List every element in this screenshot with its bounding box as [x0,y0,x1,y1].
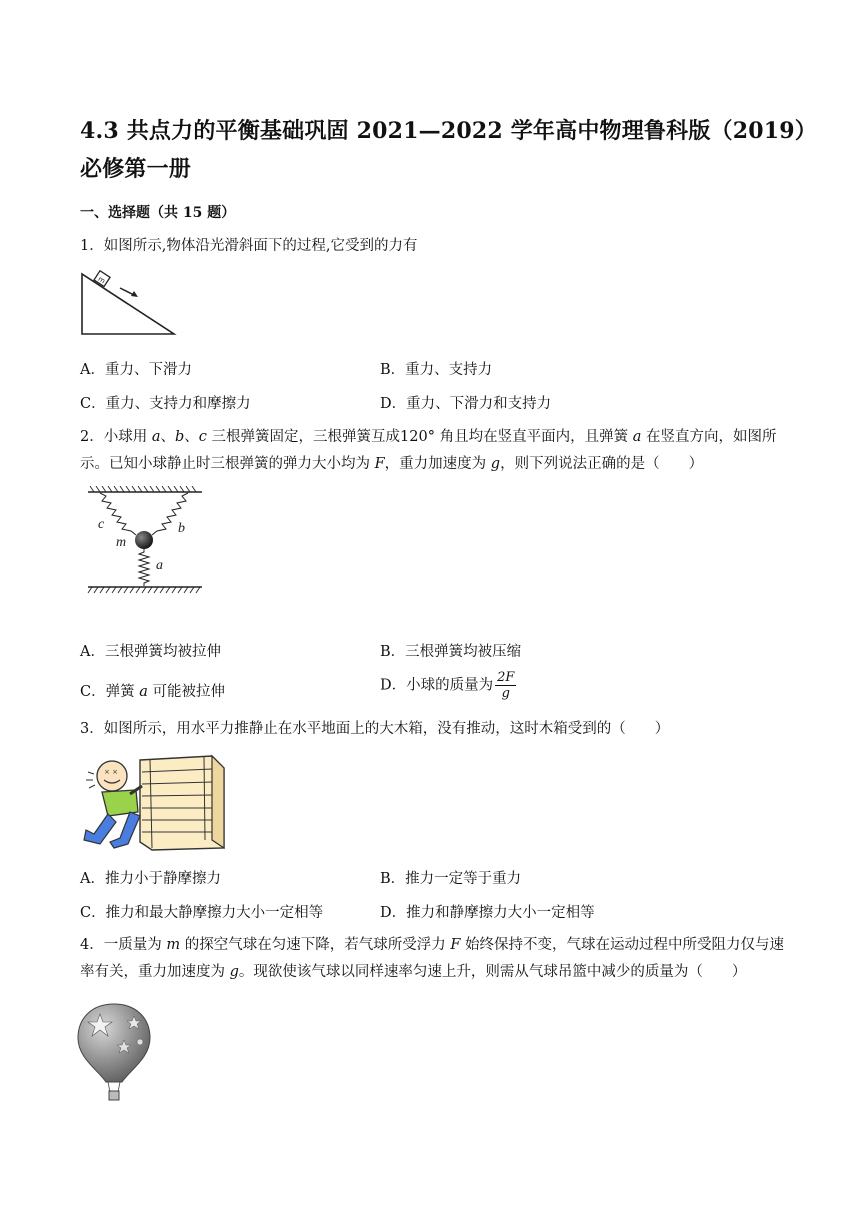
q2-option-d[interactable]: D．小球的质量为 $\frac{2F}{g}$ [380,670,515,701]
svg-text:m: m [96,274,107,286]
mass-fraction: $\frac{2F}{g}$ [497,670,515,701]
q1-option-d[interactable]: D．重力、下滑力和支持力 [380,396,552,412]
svg-text:× ×: × × [104,768,118,776]
q3-option-b[interactable]: B．推力一定等于重力 [380,871,522,887]
question-4-stem: 4．一质量为 m 的探空气球在匀速下降，若气球所受浮力 F 始终保持不变，气球在运动过程中所受阻力仅与速率有关，重力加速度为 g。现欲使该气球以同样速率匀速上升，则需从气球吊篮中减少的质量为（ ） [80,937,784,980]
label-a: a [156,558,163,573]
title-line-2: 必修第一册 [80,156,192,182]
q2-option-c[interactable]: C．弹簧 a 可能被拉伸 [80,684,225,700]
spring-ball-figure [84,486,204,598]
q1-option-a[interactable]: A．重力、下滑力 [80,362,192,378]
title-line-1: 4.3 共点力的平衡基础巩固 2021—2022 学年高中物理鲁科版（2019） [80,118,817,144]
label-b: b [178,521,185,536]
question-3-stem: 3．如图所示，用水平力推静止在水平地面上的大木箱，没有推动，这时木箱受到的（ ） [80,721,670,737]
label-m: m [116,535,127,550]
push-box-figure [80,750,230,854]
q3-option-d[interactable]: D．推力和静摩擦力大小一定相等 [380,905,595,921]
incline-figure [80,270,180,338]
question-2-stem: 2．小球用 a、b、c 三根弹簧固定，三根弹簧互成120° 角且均在竖直平面内，且弹簧 a 在竖直方向，如图所示。已知小球静止时三根弹簧的弹力大小均为 F，重力加速度为 g，则下列说法正确的是（ ） [80,429,777,472]
question-1-stem: 1．如图所示,物体沿光滑斜面下的过程,它受到的力有 [80,238,418,254]
q1-option-b[interactable]: B．重力、支持力 [380,362,493,378]
q1-option-c[interactable]: C．重力、支持力和摩擦力 [80,396,251,412]
document-title [80,112,817,188]
q3-option-a[interactable]: A．推力小于静摩擦力 [80,871,221,887]
q3-option-c[interactable]: C．推力和最大静摩擦力大小一定相等 [80,905,324,921]
q2-option-a[interactable]: A．三根弹簧均被拉伸 [80,644,221,660]
label-c: c [98,517,105,532]
balloon-figure [76,1000,156,1104]
q2-option-b[interactable]: B．三根弹簧均被压缩 [380,644,522,660]
section-heading: 一、选择题（共 15 题） [80,205,236,221]
